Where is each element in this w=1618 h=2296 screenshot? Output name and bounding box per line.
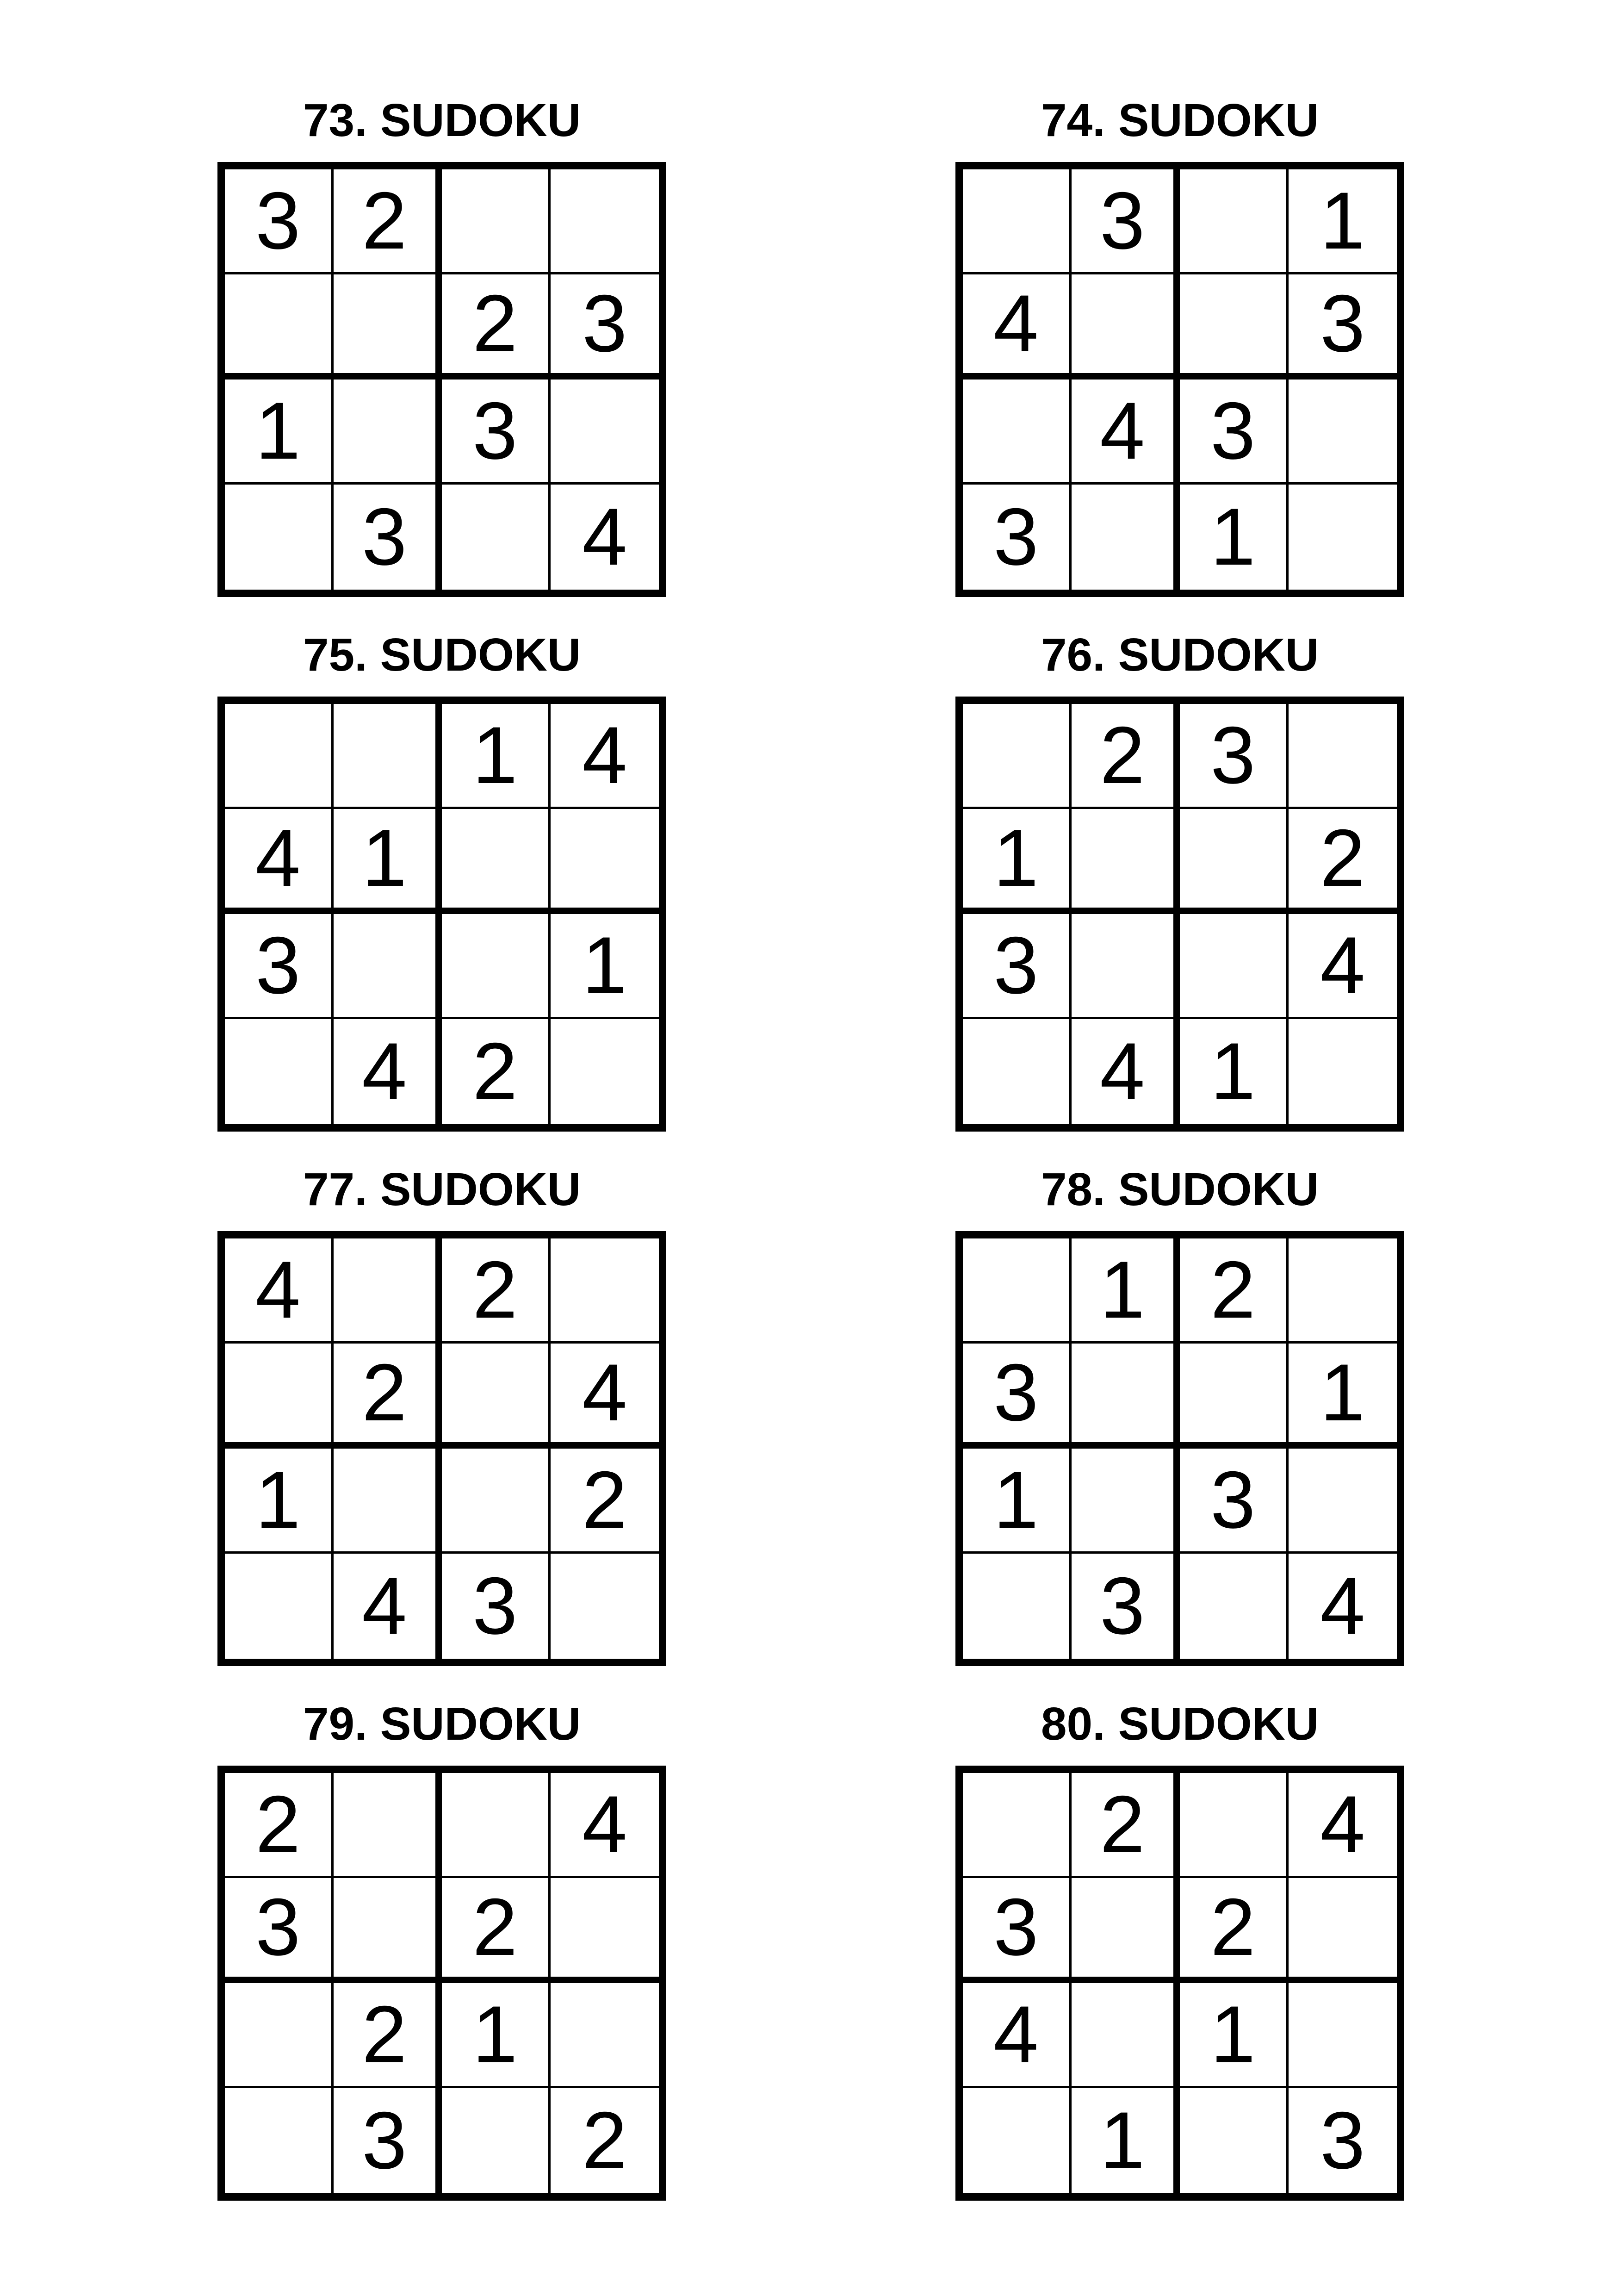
sudoku-cell: 1 (1072, 2088, 1180, 2193)
sudoku-cell (442, 485, 551, 590)
sudoku-cell: 3 (442, 1554, 551, 1659)
sudoku-cell (1289, 1449, 1397, 1554)
sudoku-cell: 3 (551, 274, 659, 380)
sudoku-cell (963, 1019, 1072, 1124)
sudoku-cell (1289, 485, 1397, 590)
sudoku-cell (442, 1344, 551, 1449)
puzzle-title: 75. SUDOKU (303, 629, 581, 681)
sudoku-cell (334, 1773, 442, 1878)
sudoku-cell: 1 (334, 809, 442, 914)
sudoku-cell: 2 (1072, 704, 1180, 809)
sudoku-cell: 2 (442, 1238, 551, 1344)
puzzle-title: 78. SUDOKU (1041, 1164, 1319, 1215)
sudoku-cell (551, 380, 659, 485)
sudoku-cell: 4 (963, 1983, 1072, 2088)
sudoku-cell (442, 169, 551, 274)
sudoku-cell (1180, 809, 1289, 914)
sudoku-cell (225, 485, 334, 590)
sudoku-cell (225, 704, 334, 809)
sudoku-cell: 2 (334, 1344, 442, 1449)
sudoku-cell: 2 (334, 1983, 442, 2088)
sudoku-cell: 3 (963, 485, 1072, 590)
sudoku-cell: 2 (442, 1878, 551, 1983)
sudoku-cell: 3 (1180, 1449, 1289, 1554)
sudoku-grid (955, 697, 1404, 1132)
sudoku-cell: 2 (334, 169, 442, 274)
sudoku-cell: 2 (1180, 1878, 1289, 1983)
sudoku-cell (1289, 1238, 1397, 1344)
sudoku-cell: 4 (1072, 380, 1180, 485)
sudoku-cell: 3 (1289, 274, 1397, 380)
sudoku-cell: 2 (1180, 1238, 1289, 1344)
sudoku-cell (1180, 169, 1289, 274)
sudoku-cell: 4 (551, 1773, 659, 1878)
sudoku-cell (1180, 1344, 1289, 1449)
sudoku-cell: 1 (1289, 169, 1397, 274)
sudoku-cell (963, 704, 1072, 809)
sudoku-cell (1289, 704, 1397, 809)
sudoku-cell: 1 (1072, 1238, 1180, 1344)
sudoku-cell (442, 809, 551, 914)
sudoku-cell (225, 1019, 334, 1124)
sudoku-puzzle-76 (955, 627, 1404, 1117)
sudoku-grid (217, 162, 666, 597)
sudoku-cell: 3 (334, 2088, 442, 2193)
sudoku-cell: 1 (225, 1449, 334, 1554)
sudoku-cell: 2 (582, 2096, 627, 2186)
sudoku-cell (1072, 1344, 1180, 1449)
sudoku-cell (963, 1554, 1072, 1659)
sudoku-cell: 4 (1320, 1561, 1365, 1651)
sudoku-cell (442, 2088, 551, 2193)
sudoku-cell: 1 (1180, 485, 1289, 590)
sudoku-cell: 4 (1289, 914, 1397, 1019)
sudoku-cell (334, 704, 442, 809)
sudoku-cell (963, 169, 1072, 274)
sudoku-cell (1072, 485, 1180, 590)
puzzle-title: 73. SUDOKU (303, 94, 581, 146)
sudoku-puzzle-75 (217, 627, 666, 1117)
sudoku-cell: 3 (1180, 380, 1289, 485)
sudoku-cell (225, 2088, 334, 2193)
sudoku-cell (1289, 380, 1397, 485)
sudoku-cell: 1 (225, 380, 334, 485)
sudoku-cell (551, 1238, 659, 1344)
sudoku-cell (1072, 1878, 1180, 1983)
sudoku-cell (334, 1238, 442, 1344)
sudoku-cell (225, 1344, 334, 1449)
sudoku-cell (551, 1878, 659, 1983)
sudoku-cell: 1 (442, 1983, 551, 2088)
sudoku-cell (551, 169, 659, 274)
sudoku-cell (442, 914, 551, 1019)
sudoku-cell (1180, 914, 1289, 1019)
sudoku-grid (217, 1766, 666, 2201)
sudoku-cell (551, 1554, 659, 1659)
sudoku-cell (442, 1773, 551, 1878)
sudoku-cell (1072, 809, 1180, 914)
sudoku-cell (551, 1983, 659, 2088)
sudoku-cell (1180, 1773, 1289, 1878)
sudoku-cell: 2 (1072, 1773, 1180, 1878)
sudoku-cell: 3 (225, 1878, 334, 1983)
sudoku-cell: 2 (225, 1773, 334, 1878)
sudoku-cell (1180, 1554, 1289, 1659)
sudoku-cell (225, 1554, 334, 1659)
sudoku-cell (1072, 274, 1180, 380)
sudoku-cell (334, 274, 442, 380)
sudoku-cell: 3 (334, 485, 442, 590)
sudoku-cell: 4 (1289, 1773, 1397, 1878)
sudoku-cell: 4 (582, 492, 627, 582)
sudoku-cell (1289, 1019, 1397, 1124)
sudoku-cell (1072, 1449, 1180, 1554)
sudoku-cell (963, 1238, 1072, 1344)
puzzle-title: 79. SUDOKU (303, 1698, 581, 1750)
sudoku-cell: 1 (963, 809, 1072, 914)
sudoku-cell: 3 (1072, 169, 1180, 274)
sudoku-cell (225, 274, 334, 380)
sudoku-cell: 4 (334, 1019, 442, 1124)
sudoku-cell: 3 (1180, 704, 1289, 809)
puzzle-title: 74. SUDOKU (1041, 94, 1319, 146)
sudoku-cell: 4 (225, 1238, 334, 1344)
sudoku-cell: 1 (551, 914, 659, 1019)
sudoku-cell (1180, 2088, 1289, 2193)
sudoku-puzzle-74 (955, 93, 1404, 582)
puzzle-title: 80. SUDOKU (1041, 1698, 1319, 1750)
sudoku-cell: 3 (225, 169, 334, 274)
sudoku-cell: 3 (225, 914, 334, 1019)
sudoku-cell: 2 (1289, 809, 1397, 914)
sudoku-cell: 2 (442, 274, 551, 380)
sudoku-puzzle-79 (217, 1696, 666, 2186)
puzzle-title: 76. SUDOKU (1041, 629, 1319, 681)
sudoku-grid (955, 162, 1404, 597)
sudoku-cell: 4 (334, 1554, 442, 1659)
sudoku-cell (442, 1449, 551, 1554)
sudoku-cell (1289, 1878, 1397, 1983)
sudoku-cell: 4 (1072, 1019, 1180, 1124)
sudoku-cell: 4 (551, 704, 659, 809)
sudoku-puzzle-80 (955, 1696, 1404, 2186)
sudoku-cell (551, 809, 659, 914)
puzzle-title: 77. SUDOKU (303, 1164, 581, 1215)
sudoku-cell: 2 (442, 1019, 551, 1124)
sudoku-puzzle-73 (217, 93, 666, 582)
sudoku-cell (334, 1878, 442, 1983)
sudoku-cell: 3 (963, 1878, 1072, 1983)
sudoku-grid (955, 1231, 1404, 1666)
sudoku-cell (963, 380, 1072, 485)
sudoku-cell (225, 1983, 334, 2088)
sudoku-cell (1072, 1983, 1180, 2088)
sudoku-cell: 2 (551, 1449, 659, 1554)
sudoku-cell (1289, 1983, 1397, 2088)
sudoku-cell: 3 (1320, 2096, 1365, 2186)
sudoku-cell: 1 (1180, 1983, 1289, 2088)
sudoku-cell: 3 (1072, 1554, 1180, 1659)
sudoku-cell: 3 (442, 380, 551, 485)
sudoku-puzzle-78 (955, 1162, 1404, 1651)
sudoku-cell (1072, 914, 1180, 1019)
sudoku-cell: 1 (963, 1449, 1072, 1554)
sudoku-puzzle-77 (217, 1162, 666, 1651)
sudoku-cell (1180, 274, 1289, 380)
sudoku-cell (963, 2088, 1072, 2193)
sudoku-cell: 1 (442, 704, 551, 809)
sudoku-cell: 4 (225, 809, 334, 914)
sudoku-cell: 4 (551, 1344, 659, 1449)
sudoku-cell: 1 (1180, 1019, 1289, 1124)
sudoku-grid (217, 1231, 666, 1666)
sudoku-cell (334, 380, 442, 485)
sudoku-cell (551, 1019, 659, 1124)
sudoku-cell: 3 (963, 1344, 1072, 1449)
sudoku-cell: 4 (963, 274, 1072, 380)
sudoku-cell: 3 (963, 914, 1072, 1019)
sudoku-grid (217, 697, 666, 1132)
sudoku-cell (963, 1773, 1072, 1878)
sudoku-grid (955, 1766, 1404, 2201)
sudoku-cell (334, 914, 442, 1019)
sudoku-cell: 1 (1289, 1344, 1397, 1449)
sudoku-cell (334, 1449, 442, 1554)
